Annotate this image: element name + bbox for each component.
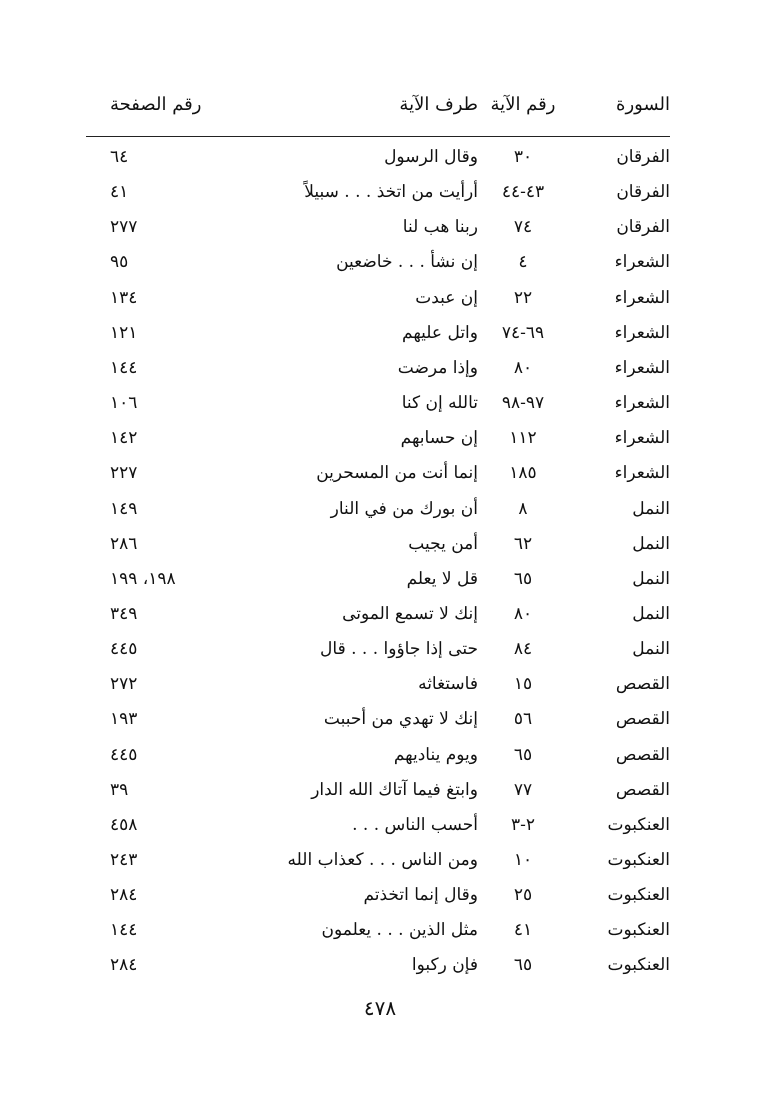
table-row <box>110 527 670 561</box>
surah-cell: الفرقان <box>616 147 670 167</box>
ayah-part-cell: وإذا مرضت <box>397 357 478 378</box>
page-cell: ١٢١ <box>110 322 138 343</box>
surah-cell: القصص <box>615 709 670 730</box>
ayah-number-cell: ٨٤ <box>513 639 533 660</box>
page-cell: ٣٤٩ <box>110 603 138 624</box>
surah-cell: الشعراء <box>614 393 670 414</box>
ayah-part-cell: فاستغاثه <box>418 674 478 695</box>
surah-cell: النمل <box>632 568 670 589</box>
page-cell: ٩٥ <box>110 252 129 273</box>
table-row <box>110 702 670 736</box>
table-row <box>110 245 670 279</box>
table-row <box>110 316 670 350</box>
page-cell: ٢٧٧ <box>110 217 138 238</box>
table-row <box>110 843 670 877</box>
ayah-part-cell: أن بورك من في النار <box>330 498 478 519</box>
table-row <box>110 210 670 244</box>
ayah-part-cell: وابتغ فيما آتاك الله الدار <box>311 779 478 800</box>
table-row <box>110 492 670 526</box>
header-page-number: رقم الصفحة <box>110 93 202 115</box>
ayah-number-cell: ٦٩-٧٤ <box>501 322 545 343</box>
ayah-part-cell: وقال الرسول <box>384 147 478 167</box>
ayah-number-cell: ٩٧-٩٨ <box>501 393 545 414</box>
ayah-part-cell: إنما أنت من المسحرين <box>316 463 478 484</box>
ayah-part-cell: تالله إن كنا <box>401 393 478 414</box>
surah-cell: الشعراء <box>614 322 670 343</box>
ayah-number-cell: ٦٥ <box>513 744 533 765</box>
ayah-part-cell: ربنا هب لنا <box>402 217 478 238</box>
page-cell: ١٤٤ <box>110 357 138 378</box>
page-cell: ١٤٩ <box>110 498 138 519</box>
page-cell: ١٣٤ <box>110 287 138 308</box>
surah-cell: الشعراء <box>614 463 670 484</box>
page-cell: ١٤٤ <box>110 920 138 941</box>
table-row <box>110 808 670 842</box>
table-row <box>110 562 670 596</box>
ayah-part-cell: أرأيت من اتخذ . . . سبيلاً <box>304 182 478 203</box>
ayah-part-cell: وقال إنما اتخذتم <box>363 885 478 906</box>
ayah-part-cell: قل لا يعلم <box>406 568 478 589</box>
surah-cell: النمل <box>632 498 670 519</box>
surah-cell: القصص <box>615 779 670 800</box>
ayah-number-cell: ٢٢ <box>513 287 533 308</box>
ayah-part-cell: إن نشأ . . . خاضعين <box>336 252 478 273</box>
ayah-number-cell: ٢-٣ <box>510 814 536 835</box>
page-cell: ٤٤٥ <box>110 639 138 660</box>
page-cell: ١٠٦ <box>110 393 138 414</box>
page-number: ٤٧٨ <box>363 996 397 1020</box>
ayah-part-cell: فإن ركبوا <box>411 955 478 976</box>
ayah-number-cell: ١٨٥ <box>509 463 537 484</box>
page-cell: ٤١ <box>110 182 129 203</box>
ayah-number-cell: ٢٥ <box>513 885 533 906</box>
surah-cell: الشعراء <box>614 428 670 449</box>
ayah-part-cell: ويوم يناديهم <box>393 744 478 765</box>
ayah-number-cell: ٨ <box>518 498 528 519</box>
page-cell: ٢٨٤ <box>110 885 138 906</box>
ayah-part-cell: أمن يجيب <box>408 533 478 554</box>
surah-cell: العنكبوت <box>607 850 670 870</box>
ayah-part-cell: أحسب الناس . . . <box>352 814 478 835</box>
ayah-part-cell: واتل عليهم <box>402 322 478 343</box>
ayah-part-cell: حتى إذا جاؤوا . . . قال <box>320 639 478 660</box>
surah-cell: العنكبوت <box>607 955 670 976</box>
page-cell: ٦٤ <box>110 147 129 167</box>
table-row <box>110 140 670 174</box>
page-cell: ٣٩ <box>110 779 129 800</box>
header-rule <box>86 136 670 137</box>
surah-cell: الفرقان <box>616 217 670 238</box>
surah-cell: الشعراء <box>614 252 670 273</box>
page-cell: ١٩٨، ١٩٩ <box>110 568 176 589</box>
ayah-number-cell: ٣٠ <box>513 147 533 167</box>
page-cell: ١٩٣ <box>110 709 138 730</box>
surah-cell: الشعراء <box>614 287 670 308</box>
table-row <box>110 456 670 490</box>
table-row <box>110 948 670 982</box>
page-cell: ٢٨٤ <box>110 955 138 976</box>
table-row <box>110 878 670 912</box>
ayah-number-cell: ٤٣-٤٤ <box>501 182 545 203</box>
table-row <box>110 597 670 631</box>
table-row <box>110 738 670 772</box>
ayah-part-cell: إنك لا تسمع الموتى <box>342 603 478 624</box>
table-row <box>110 281 670 315</box>
surah-cell: العنكبوت <box>607 885 670 906</box>
ayah-part-cell: إن حسابهم <box>400 428 478 449</box>
page-cell: ٤٥٨ <box>110 814 138 835</box>
surah-cell: القصص <box>615 674 670 695</box>
ayah-part-cell: إنك لا تهدي من أحببت <box>323 709 478 730</box>
ayah-part-cell: مثل الذين . . . يعلمون <box>321 920 478 941</box>
surah-cell: العنكبوت <box>607 920 670 941</box>
ayah-number-cell: ٧٤ <box>513 217 533 238</box>
table-row <box>110 421 670 455</box>
ayah-number-cell: ١٥ <box>513 674 533 695</box>
page-cell: ٢٤٣ <box>110 850 138 870</box>
ayah-part-cell: ومن الناس . . . كعذاب الله <box>287 850 478 870</box>
surah-cell: النمل <box>632 639 670 660</box>
surah-cell: الفرقان <box>616 182 670 203</box>
table-row <box>110 667 670 701</box>
ayah-number-cell: ٨٠ <box>513 603 533 624</box>
surah-cell: القصص <box>615 744 670 765</box>
ayah-number-cell: ٦٢ <box>513 533 533 554</box>
ayah-number-cell: ٤ <box>518 252 528 273</box>
ayah-number-cell: ٧٧ <box>513 779 533 800</box>
table-row <box>110 773 670 807</box>
table-row <box>110 175 670 209</box>
table-row <box>110 386 670 420</box>
page-cell: ٢٧٢ <box>110 674 138 695</box>
header-surah: السورة <box>616 93 670 115</box>
ayah-number-cell: ١١٢ <box>509 428 537 449</box>
header-ayah-part: طرف الآية <box>399 93 478 115</box>
ayah-number-cell: ٥٦ <box>513 709 533 730</box>
surah-cell: النمل <box>632 603 670 624</box>
ayah-number-cell: ٦٥ <box>513 955 533 976</box>
surah-cell: الشعراء <box>614 357 670 378</box>
ayah-part-cell: إن عبدت <box>415 287 478 308</box>
ayah-number-cell: ١٠ <box>513 850 533 870</box>
page-cell: ٤٤٥ <box>110 744 138 765</box>
ayah-number-cell: ٨٠ <box>513 357 533 378</box>
page-cell: ٢٢٧ <box>110 463 138 484</box>
surah-cell: النمل <box>632 533 670 554</box>
table-row <box>110 913 670 947</box>
ayah-number-cell: ٦٥ <box>513 568 533 589</box>
ayah-number-cell: ٤١ <box>513 920 533 941</box>
surah-cell: العنكبوت <box>607 814 670 835</box>
header-ayah-number: رقم الآية <box>490 93 556 115</box>
table-header <box>110 86 670 122</box>
page-cell: ٢٨٦ <box>110 533 138 554</box>
table-row <box>110 632 670 666</box>
table-row <box>110 351 670 385</box>
page-cell: ١٤٢ <box>110 428 138 449</box>
